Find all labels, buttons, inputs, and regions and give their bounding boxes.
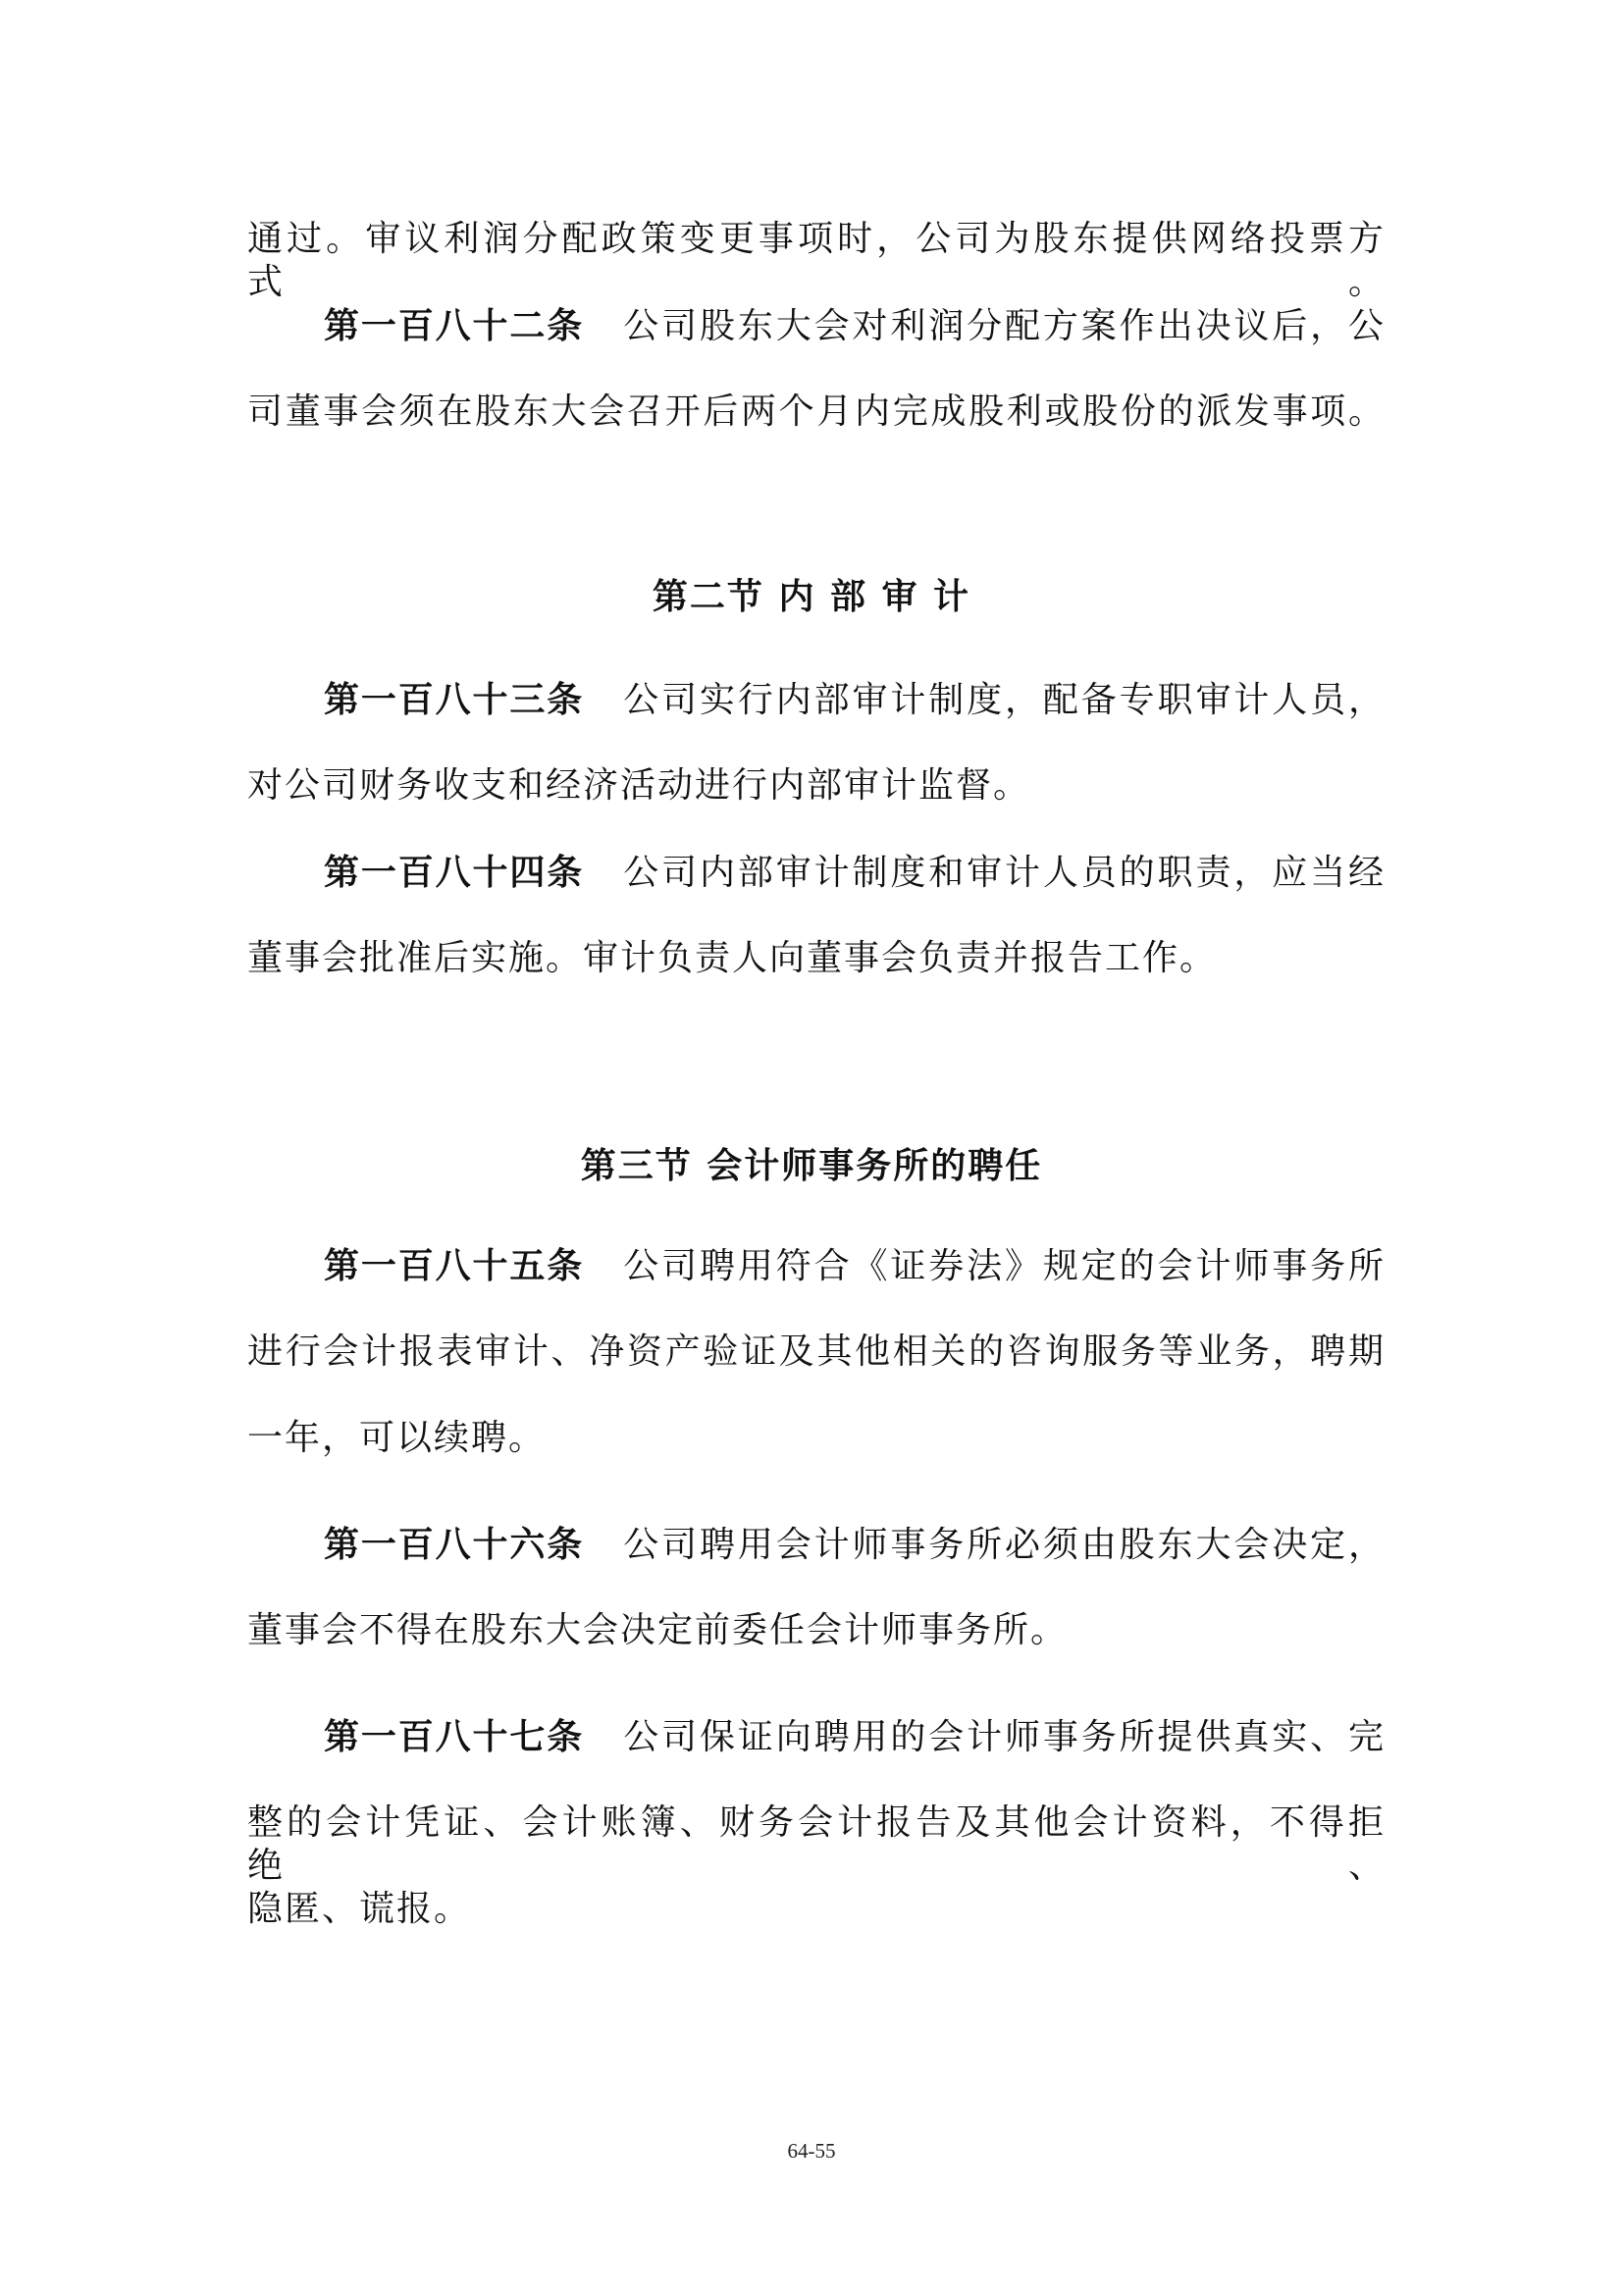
article-187-text-1: 公司保证向聘用的会计师事务所提供真实、完 xyxy=(623,1717,1386,1757)
article-187-line-2: 整的会计凭证、会计账簿、财务会计报告及其他会计资料，不得拒绝、 xyxy=(247,1802,1386,1886)
article-183-line-2: 对公司财务收支和经济活动进行内部审计监督。 xyxy=(247,765,1031,806)
article-182-line-2: 司董事会须在股东大会召开后两个月内完成股利或股份的派发事项。 xyxy=(247,391,1386,432)
article-182-number: 第一百八十二条 xyxy=(324,305,585,346)
article-185-line-2: 进行会计报表审计、净资产验证及其他相关的咨询服务等业务，聘期 xyxy=(247,1331,1386,1372)
article-187-line-1 xyxy=(324,1715,1386,1759)
article-182-text-1: 公司股东大会对利润分配方案作出决议后，公 xyxy=(623,306,1386,346)
section-3-heading: 第三节 会计师事务所的聘任 xyxy=(580,1145,1043,1186)
article-184-text-1: 公司内部审计制度和审计人员的职责，应当经 xyxy=(623,853,1386,893)
article-186-line-2: 董事会不得在股东大会决定前委任会计师事务所。 xyxy=(247,1610,1069,1650)
article-185-line-1 xyxy=(324,1244,1386,1288)
article-183-number: 第一百八十三条 xyxy=(324,679,585,720)
article-184-line-2: 董事会批准后实施。审计负责人向董事会负责并报告工作。 xyxy=(247,938,1218,978)
article-184-number: 第一百八十四条 xyxy=(324,852,585,893)
article-186-number: 第一百八十六条 xyxy=(324,1524,585,1565)
article-187-line-3: 隐匿、谎报。 xyxy=(247,1889,472,1929)
article-183-line-1 xyxy=(324,678,1386,722)
article-182-line-1 xyxy=(324,304,1386,348)
article-183-text-1: 公司实行内部审计制度，配备专职审计人员， xyxy=(623,680,1386,720)
continuation-line: 通过。审议利润分配政策变更事项时，公司为股东提供网络投票方式。 xyxy=(247,219,1386,302)
article-186-text-1: 公司聘用会计师事务所必须由股东大会决定， xyxy=(623,1525,1386,1565)
article-184-line-1 xyxy=(324,851,1386,895)
article-185-text-1: 公司聘用符合《证券法》规定的会计师事务所 xyxy=(623,1246,1386,1286)
page-number: 64-55 xyxy=(787,2139,836,2163)
article-186-line-1 xyxy=(324,1523,1386,1567)
article-185-number: 第一百八十五条 xyxy=(324,1245,585,1286)
article-185-line-3: 一年，可以续聘。 xyxy=(247,1418,547,1458)
article-187-number: 第一百八十七条 xyxy=(324,1716,585,1757)
section-2-heading: 第二节 内 部 审 计 xyxy=(652,576,971,617)
